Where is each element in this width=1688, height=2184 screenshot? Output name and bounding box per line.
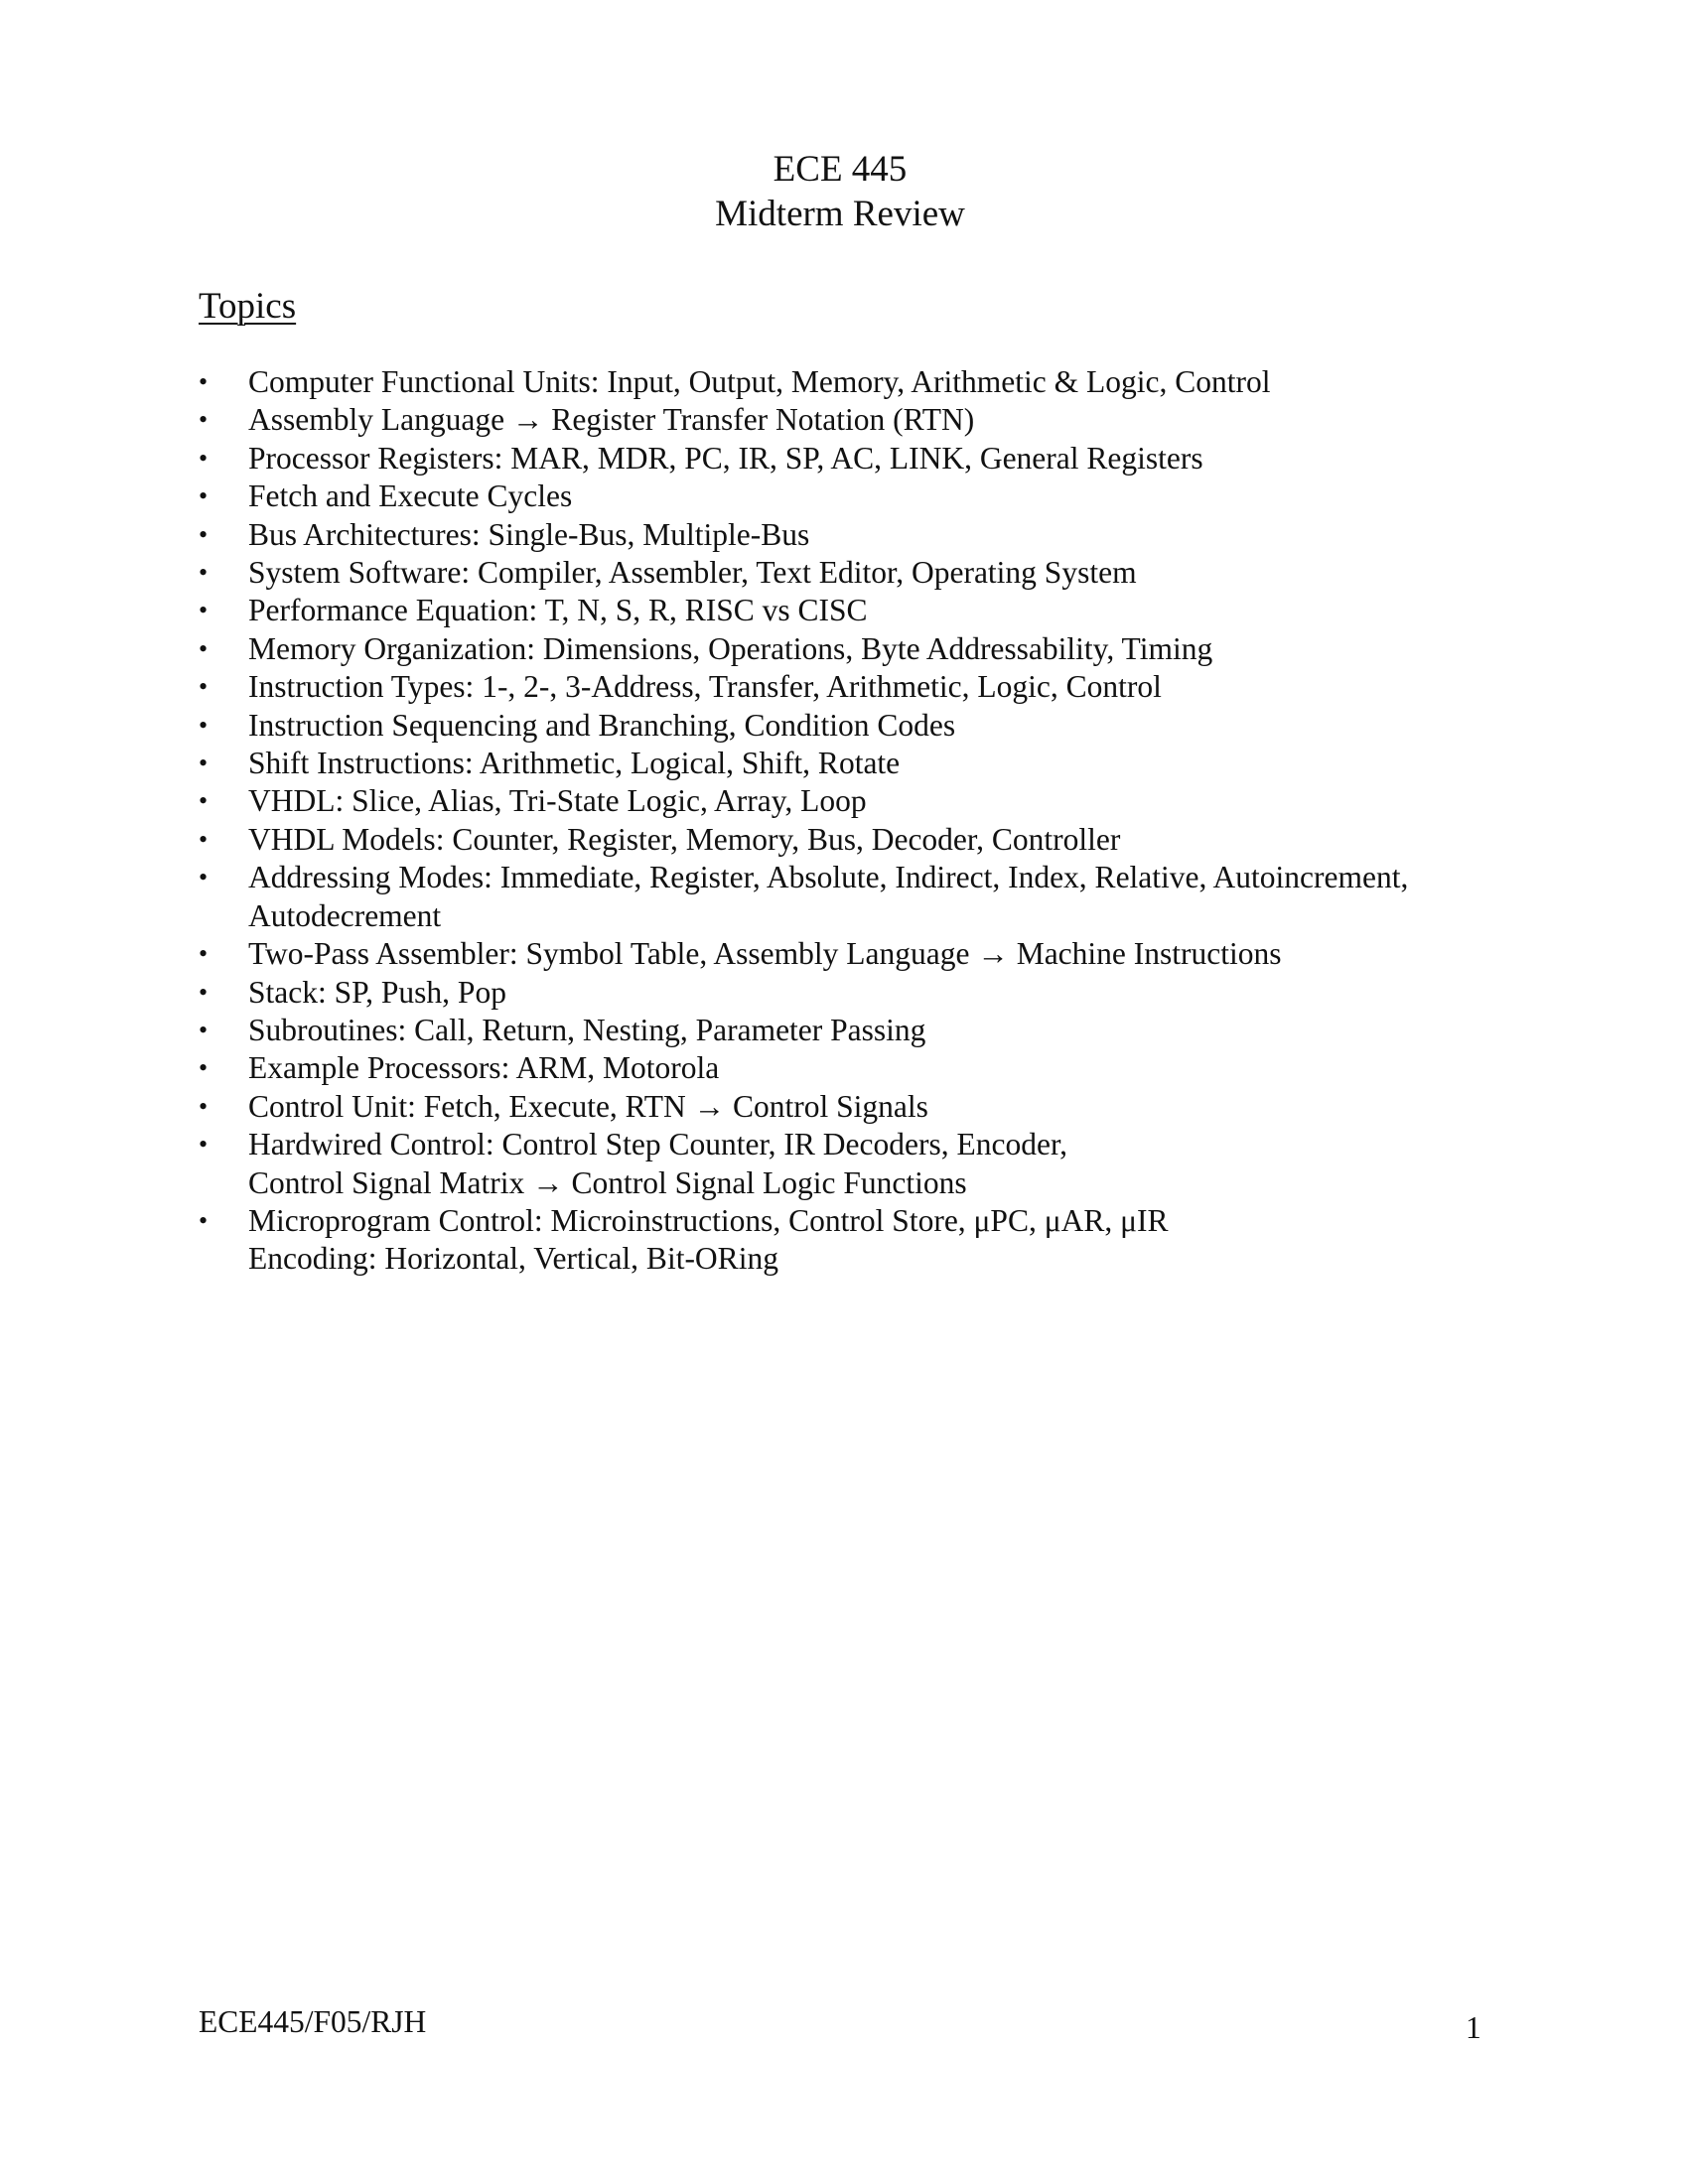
topic-text: Subroutines: Call, Return, Nesting, Parameter Passing — [248, 1012, 926, 1047]
bullet-icon: • — [199, 596, 209, 625]
topic-item — [199, 630, 1509, 668]
topic-item — [199, 478, 1509, 515]
topic-text: Instruction Types: 1-, 2-, 3-Address, Transfer, Arithmetic, Logic, Control — [248, 669, 1162, 705]
topic-text: Shift Instructions: Arithmetic, Logical, Shift, Rotate — [248, 746, 901, 781]
topic-text: Instruction Sequencing and Branching, Condition Codes — [248, 707, 956, 743]
bullet-icon: • — [199, 405, 209, 435]
bullet-icon: • — [199, 786, 209, 816]
topic-item — [199, 554, 1509, 592]
topic-item — [199, 935, 1509, 973]
page-number: 1 — [1466, 2010, 1481, 2045]
bullet-icon: • — [199, 1091, 209, 1121]
bullet-icon: • — [199, 749, 209, 778]
topic-item — [199, 363, 1509, 401]
topic-text: Fetch and Execute Cycles — [248, 478, 573, 514]
topic-item — [199, 974, 1509, 1012]
topic-text-continued: Autodecrement — [248, 897, 442, 933]
topic-text-continued: Encoding: Horizontal, Vertical, Bit-ORing — [248, 1241, 778, 1277]
topic-item — [199, 592, 1509, 629]
bullet-icon: • — [199, 1053, 209, 1083]
bullet-icon: • — [199, 481, 209, 511]
topic-item — [199, 1202, 1509, 1279]
topic-item — [199, 859, 1509, 935]
bullet-icon: • — [199, 519, 209, 549]
topic-text: Performance Equation: T, N, S, R, RISC vs CISC — [248, 593, 868, 628]
topic-text: VHDL Models: Counter, Register, Memory, Bus, Decoder, Controller — [248, 821, 1121, 857]
bullet-icon: • — [199, 558, 209, 588]
topic-item — [199, 1049, 1509, 1087]
bullet-icon: • — [199, 633, 209, 663]
topic-text: Example Processors: ARM, Motorola — [248, 1050, 720, 1086]
topic-text: Processor Registers: MAR, MDR, PC, IR, SP, AC, LINK, General Registers — [248, 440, 1203, 476]
topic-item — [199, 668, 1509, 706]
bullet-icon: • — [199, 1205, 209, 1235]
bullet-icon: • — [199, 367, 209, 396]
topic-item — [199, 707, 1509, 745]
topic-text: Stack: SP, Push, Pop — [248, 974, 506, 1010]
document-title: Midterm Review — [715, 194, 965, 234]
topic-item — [199, 440, 1509, 478]
bullet-icon: • — [199, 939, 209, 969]
topic-text: Hardwired Control: Control Step Counter, IR Decoders, Encoder, — [248, 1127, 1068, 1162]
topic-item — [199, 1126, 1509, 1202]
bullet-icon: • — [199, 863, 209, 892]
topic-text-continued: Control Signal Matrix → Control Signal Logic Functions — [248, 1164, 967, 1200]
bullet-icon: • — [199, 824, 209, 854]
topic-text: Bus Architectures: Single-Bus, Multiple-Bus — [248, 516, 810, 552]
bullet-icon: • — [199, 1130, 209, 1160]
topic-item — [199, 821, 1509, 859]
topic-text: Two-Pass Assembler: Symbol Table, Assembly Language → Machine Instructions — [248, 936, 1282, 972]
topic-text: Assembly Language → Register Transfer Notation (RTN) — [248, 402, 975, 438]
topic-text: Microprogram Control: Microinstructions, Control Store, μPC, μAR, μIR — [248, 1202, 1169, 1238]
topics-list — [199, 363, 1509, 1279]
topic-item — [199, 516, 1509, 554]
topic-text: System Software: Compiler, Assembler, Text Editor, Operating System — [248, 555, 1137, 591]
topic-item — [199, 401, 1509, 439]
topic-text: VHDL: Slice, Alias, Tri-State Logic, Array, Loop — [248, 783, 867, 819]
footer-course-code: ECE445/F05/RJH — [199, 2004, 427, 2039]
bullet-icon: • — [199, 672, 209, 702]
topic-text: Addressing Modes: Immediate, Register, Absolute, Indirect, Index, Relative, Autoincrement, — [248, 860, 1409, 895]
course-title: ECE 445 — [773, 149, 908, 190]
topic-item — [199, 782, 1509, 820]
topic-item — [199, 745, 1509, 782]
topic-text: Control Unit: Fetch, Execute, RTN → Control Signals — [248, 1088, 928, 1124]
topic-text: Computer Functional Units: Input, Output, Memory, Arithmetic & Logic, Control — [248, 364, 1271, 399]
bullet-icon: • — [199, 1015, 209, 1044]
topic-item — [199, 1088, 1509, 1126]
bullet-icon: • — [199, 710, 209, 740]
topic-item — [199, 1012, 1509, 1049]
title-block — [0, 147, 1688, 236]
section-heading-topics: Topics — [199, 286, 297, 327]
bullet-icon: • — [199, 977, 209, 1007]
bullet-icon: • — [199, 443, 209, 473]
topic-text: Memory Organization: Dimensions, Operations, Byte Addressability, Timing — [248, 630, 1213, 666]
